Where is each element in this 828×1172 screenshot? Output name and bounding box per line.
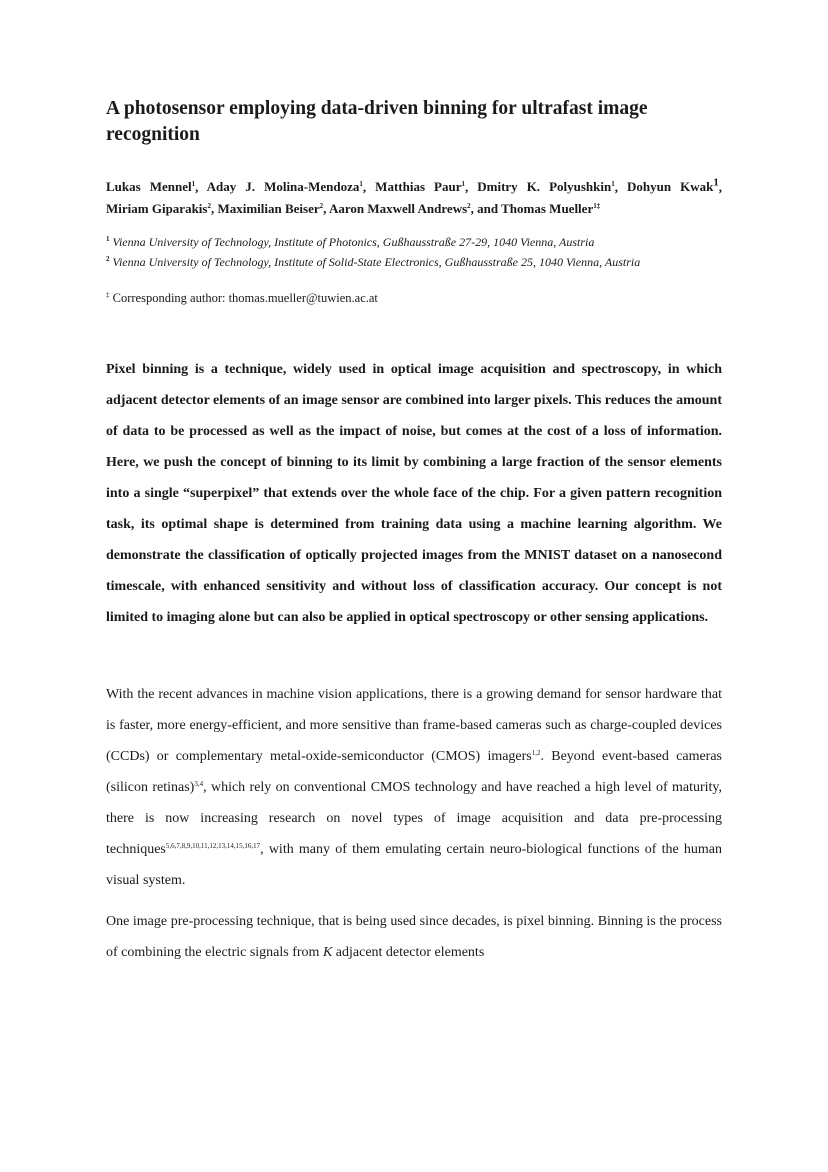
author: Dohyun Kwak$^1$ xyxy=(627,177,719,195)
body-text xyxy=(106,679,722,968)
affiliation: $^2$ Vienna University of Technology, Institute of Solid-State Electronics, Gußhausstraße 25, 1040 Vienna, Austria xyxy=(106,255,641,270)
citation-ref: 1,2 xyxy=(531,749,541,758)
paper-page xyxy=(106,96,722,978)
author: Lukas Mennel$^1$ xyxy=(106,179,196,195)
paper-title: A photosensor employing data-driven binning for ultrafast image recognition xyxy=(106,98,648,145)
author: Maximilian Beiser$^2$ xyxy=(217,201,324,217)
citation-ref: 3,4 xyxy=(194,780,204,789)
author: Aday J. Molina-Mendoza$^1$ xyxy=(206,179,363,195)
author: Dmitry K. Polyushkin$^1$ xyxy=(477,179,615,195)
body-paragraph: One image pre-processing technique, that is being used since decades, is pixel binning. Binning is the process of combining the electric signals from K adjacent detector elements xyxy=(106,914,722,961)
affiliation-list xyxy=(106,232,722,272)
corresponding-author: ‡ Corresponding author: thomas.mueller@tuwien.ac.at xyxy=(106,291,378,306)
citation-ref: 5,6,7,8,9,10,11,12,13,14,15,16,17 xyxy=(165,842,261,851)
abstract: Pixel binning is a technique, widely used in optical image acquisition and spectroscopy, in which adjacent detector elements of an image sensor are combined into larger pixels. This reduces the amount of data to be processed as well as the impact of noise, but comes at the cost of a loss of information. Here, we push the concept of binning to its limit by combining a large fraction of the sensor elements into a single “superpixel” that extends over the whole face of the chip. For a given pattern recognition task, its optimal shape is determined from training data using a machine learning algorithm. We demonstrate the classification of optically projected images from the MNIST dataset on a nanosecond timescale, with enhanced sensitivity and without loss of classification accuracy. Our concept is not limited to imaging alone but can also be applied in optical spectroscopy or other sensing applications. xyxy=(106,362,722,626)
author: Matthias Paur$^1$ xyxy=(375,179,465,195)
body-paragraph: With the recent advances in machine vision applications, there is a growing demand for sensor hardware that is faster, more energy-efficient, and more sensitive than frame-based cameras such as charge-coupled devices (CCDs) or complementary metal-oxide-semiconductor (CMOS) imagers$^{1,2}$. Beyond event-based cameras (silicon retinas)$^{3,4}$, which rely on conventional CMOS technology and have reached a high level of maturity, there is now increasing research on novel types of image acquisition and data pre-processing techniques$^{5,6,7,8,9,10,11,12,13,14,15,16,17}$, with many of them emulating certain neuro-biological functions of the human visual system. xyxy=(106,687,722,889)
math-symbol: K xyxy=(322,945,333,961)
author: Aaron Maxwell Andrews$^2$ xyxy=(328,201,471,217)
author: Thomas Mueller$^{1\ddagger}$ xyxy=(501,201,601,217)
affiliation: $^1$ Vienna University of Technology, Institute of Photonics, Gußhausstraße 27-29, 1040 Vienna, Austria xyxy=(106,235,595,250)
author: Miriam Giparakis$^2$ xyxy=(106,201,211,217)
author-list: Lukas Mennel$^1$, Aday J. Molina-Mendoza$^1$, Matthias Paur$^1$, Dmitry K. Polyushkin$^1$, Dohyun Kwak$^1$, Miriam Giparakis$^2$, Maximilian Beiser$^2$, Aaron Maxwell Andrews$^2$, and Thomas Mueller$^{1\ddagger}$ xyxy=(106,177,723,217)
